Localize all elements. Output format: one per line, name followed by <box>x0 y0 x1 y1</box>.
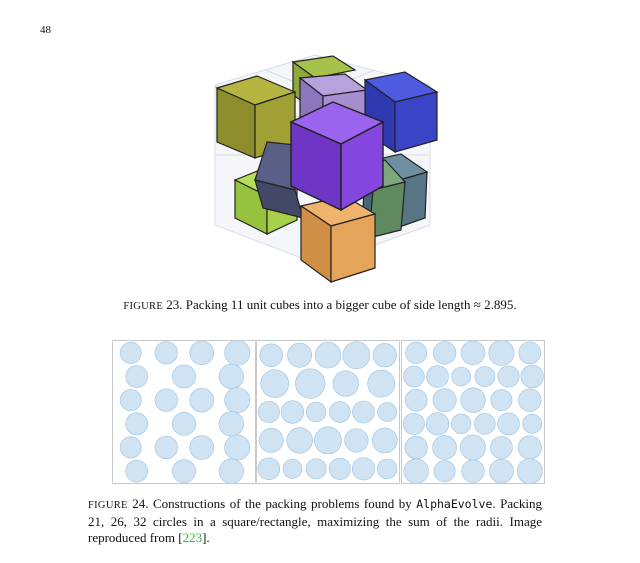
packing-26-circles <box>256 340 400 484</box>
packed-circle <box>403 366 424 387</box>
packed-circle <box>225 341 250 365</box>
page-number: 48 <box>40 24 51 36</box>
packed-circle <box>190 436 214 460</box>
packed-circle <box>490 437 512 459</box>
packed-circle <box>433 389 456 412</box>
packed-circle <box>283 459 302 478</box>
packed-circle <box>126 460 148 482</box>
packed-circle <box>329 402 350 423</box>
packed-circle <box>281 401 304 424</box>
packed-circle <box>219 459 244 483</box>
packed-circle <box>295 369 325 399</box>
packed-circle <box>491 390 512 411</box>
packed-circle <box>172 365 195 388</box>
packed-circle <box>403 413 424 434</box>
caption-text-3: ]. <box>202 530 210 545</box>
packed-circle <box>120 390 141 411</box>
packed-circle <box>368 370 395 397</box>
packed-circle <box>489 341 514 365</box>
figure-23-caption-text: Packing 11 unit cubes into a bigger cube of side length ≈ 2.895. <box>185 297 517 312</box>
packed-circle <box>405 389 427 411</box>
packed-circle <box>126 366 148 388</box>
figure-label: FIGURE <box>88 500 128 511</box>
alphaevolve-name: AlphaEvolve <box>416 497 493 511</box>
packing-21-circles <box>112 340 256 484</box>
packed-circle <box>261 370 289 398</box>
packed-circle <box>258 401 279 422</box>
packed-circle <box>172 412 195 435</box>
packed-circle <box>155 389 178 412</box>
packed-circle <box>343 342 370 369</box>
packed-circle <box>451 414 471 434</box>
packed-circle <box>287 428 313 454</box>
packed-circle <box>287 343 311 367</box>
packed-circle <box>329 458 350 479</box>
packed-circle <box>460 435 485 460</box>
packed-circle <box>405 436 428 459</box>
packed-circle <box>155 342 178 365</box>
caption-text-1: Constructions of the packing problems found by <box>152 496 412 511</box>
citation-link[interactable]: 223 <box>182 530 203 545</box>
packed-circle <box>498 366 519 387</box>
packed-circle <box>155 436 178 459</box>
packed-circle <box>306 459 326 479</box>
packed-circle <box>372 428 397 453</box>
packed-circle <box>406 342 427 363</box>
packed-circle <box>306 402 326 422</box>
packed-circle <box>523 414 542 433</box>
figure-24-caption <box>88 496 542 546</box>
packed-circle <box>497 413 519 435</box>
packed-circle <box>475 366 495 386</box>
packed-circle <box>452 367 471 386</box>
packed-circle <box>461 388 486 413</box>
figure-number: 23. <box>166 297 183 312</box>
packed-circle <box>426 365 448 387</box>
packed-circle <box>521 365 544 388</box>
packed-circle <box>219 412 244 437</box>
packed-circle <box>260 344 283 367</box>
packed-circle <box>172 460 195 483</box>
packed-circle <box>120 342 141 363</box>
packed-circle <box>426 413 449 436</box>
packed-circle <box>373 343 397 367</box>
figure-23-caption <box>0 297 640 315</box>
packed-circle <box>433 436 457 460</box>
figure-number: 24. <box>132 496 149 511</box>
packed-circle <box>517 459 542 483</box>
packed-circle <box>404 459 429 483</box>
packed-circle <box>345 429 369 453</box>
packed-circle <box>120 437 141 458</box>
packed-circle <box>434 461 455 482</box>
packed-circle <box>190 341 214 365</box>
packed-circle <box>333 371 359 397</box>
packed-circle <box>126 413 148 435</box>
packed-circle <box>225 388 250 413</box>
packed-circle <box>259 428 283 452</box>
packed-circle <box>190 388 214 412</box>
packing-32-circles <box>401 340 545 484</box>
packed-circle <box>225 435 250 460</box>
figure-label: FIGURE <box>123 301 164 312</box>
packed-circle <box>378 402 397 421</box>
packed-circle <box>519 342 541 364</box>
packed-circle <box>352 401 374 423</box>
packed-circle <box>518 436 541 459</box>
packed-circle <box>474 413 495 434</box>
packed-circle <box>433 342 456 365</box>
packed-circle <box>315 342 341 368</box>
packed-circle <box>352 458 375 481</box>
caption-text-2: . Packing 21, 26, 32 circles in a square/rectangle, maximizing the sum of the radii. Image reproduced from [ <box>88 496 543 545</box>
packed-circle <box>462 460 485 483</box>
packed-circle <box>518 389 541 412</box>
packed-circle <box>314 427 341 454</box>
circle-packings-figure <box>112 340 546 486</box>
packed-circle <box>219 364 244 389</box>
packed-circle <box>258 458 280 480</box>
packed-circle <box>377 459 397 479</box>
cube-packing-figure <box>205 50 440 295</box>
packed-circle <box>489 459 513 483</box>
packed-circle <box>461 341 485 365</box>
